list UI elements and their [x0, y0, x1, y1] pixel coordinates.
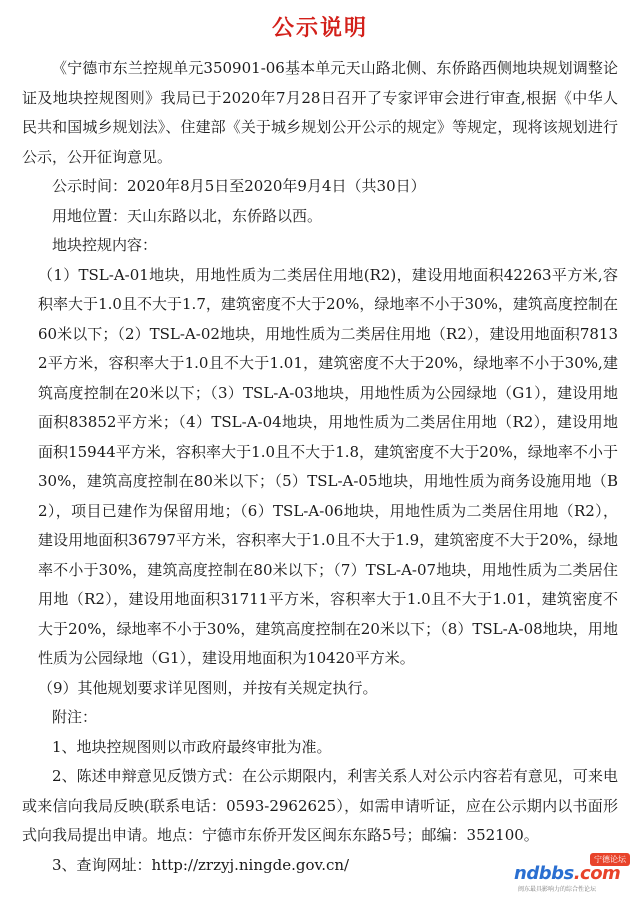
plot-control-content: （1）TSL-A-01地块，用地性质为二类居住用地(R2)，建设用地面积42263平方米,容积率大于1.0且不大于1.7，建筑密度不大于20%，绿地率不小于30%，建筑高度控制在60米以下；（2）TSL-A-02地块，用地性质为二类居住用地（R2），建设用地面积78132平方米，容积率大于1.0且不大于1.01，建筑密度不大于20%，绿地率不小于30%,建筑高度控制在20米以下；（3）TSL-A-03地块，用地性质为公园绿地（G1），建设用地面积83852平方米；（4）TSL-A-04地块，用地性质为二类居住用地（R2），建设用地面积15944平方米，容积率大于1.0且不大于1.8，建筑密度不大于20%，绿地率不小于30%，建筑高度控制在80米以下；（5）TSL-A-05地块，用地性质为商务设施用地（B2），项目已建作为保留用地；（6）TSL-A-06地块，用地性质为二类居住用地（R2），建设用地面积36797平方米，容积率大于1.0且不大于1.9，建筑密度不大于20%，绿地率不小于30%，建筑高度控制在80米以下；（7）TSL-A-07地块，用地性质为二类居住用地（R2），建设用地面积31711平方米，容积率大于1.0且不大于1.01，建筑密度不大于20%，绿地率不小于30%，建筑高度控制在20米以下；（8）TSL-A-08地块，用地性质为公园绿地（G1），建设用地面积为10420平方米。: [38, 265, 618, 667]
watermark-logo: [514, 863, 620, 884]
watermark-logo-main: ndbbs: [514, 863, 574, 884]
watermark-logo-suffix: .com: [573, 863, 621, 884]
other-requirements: （9）其他规划要求详见图则，并按有关规定执行。: [38, 678, 378, 697]
forum-watermark: [514, 853, 632, 893]
note-3: 3、查询网址：http://zrzyj.ningde.gov.cn/: [52, 855, 350, 874]
note-1: 1、地块控规图则以市政府最终审批为准。: [52, 737, 332, 756]
note-2: 2、陈述申辩意见反馈方式：在公示期限内，利害关系人对公示内容若有意见，可来电或来信向我局反映(联系电话：0593-2962625），如需申请听证，应在公示期内以书面形式向我局提出申请。地点：宁德市东侨开发区闽东东路5号；邮编：352100。: [22, 767, 618, 844]
land-location: 用地位置：天山东路以北，东侨路以西。: [52, 206, 323, 225]
notice-title: 公示说明: [271, 15, 368, 41]
content-heading: 地块控规内容：: [52, 236, 158, 254]
intro-paragraph: 《宁德市东兰控规单元350901-06基本单元天山路北侧、东侨路西侧地块规划调整论证及地块控规图则》我局已于2020年7月28日召开了专家评审会进行审查,根据《中华人民共和国城乡规划法》、住建部《关于城乡规划公开公示的规定》等规定，现将该规划进行公示，公开征询意见。: [22, 59, 618, 166]
publicity-time: 公示时间：2020年8月5日至2020年9月4日（共30日）: [52, 177, 426, 195]
watermark-badge: 宁德论坛: [590, 853, 630, 866]
watermark-subtitle: 闽东最具影响力的综合性论坛: [518, 886, 597, 893]
notes-heading: 附注：: [52, 708, 98, 726]
